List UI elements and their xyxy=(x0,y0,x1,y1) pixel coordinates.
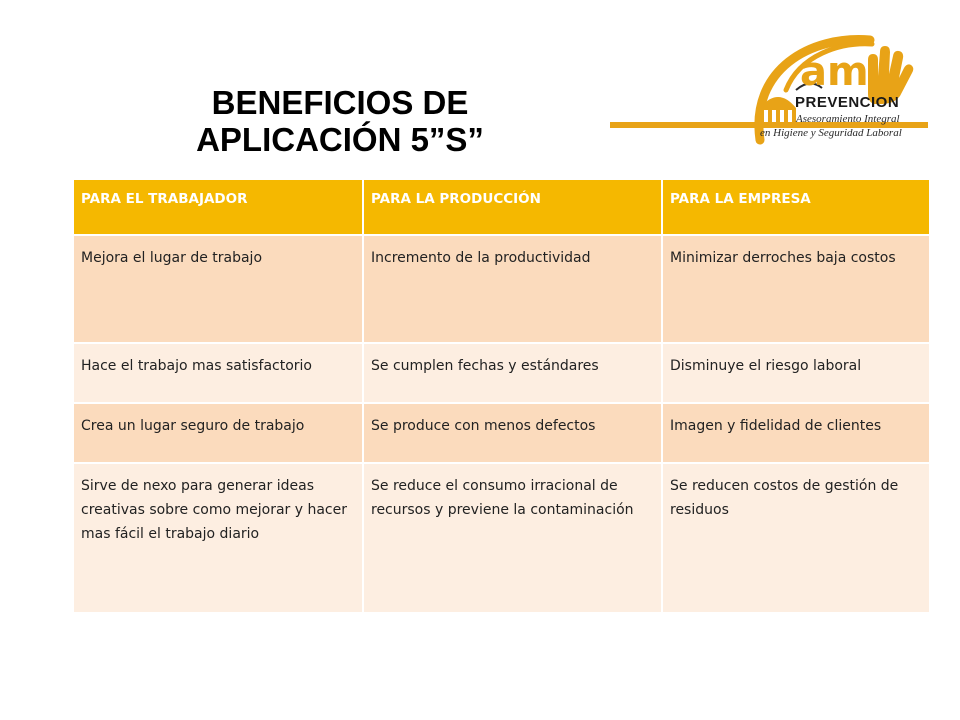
table-cell: Incremento de la productividad xyxy=(363,235,662,343)
slide-title-line1: BENEFICIOS DE xyxy=(211,84,469,121)
benefits-table xyxy=(72,178,931,614)
company-logo xyxy=(610,30,930,160)
table-header-row xyxy=(73,179,930,235)
table-cell: Minimizar derroches baja costos xyxy=(662,235,930,343)
table-row xyxy=(73,403,930,463)
table-cell: Sirve de nexo para generar ideas creativas sobre como mejorar y hacer mas fácil el trabajo diario xyxy=(73,463,363,613)
table-cell: Disminuye el riesgo laboral xyxy=(662,343,930,403)
slide-title xyxy=(150,84,530,158)
logo-tagline-2: en Higiene y Seguridad Laboral xyxy=(760,127,902,139)
logo-tagline-1: Asesoramiento Integral xyxy=(796,113,900,125)
table-cell: Se cumplen fechas y estándares xyxy=(363,343,662,403)
table-row xyxy=(73,235,930,343)
table-cell: Mejora el lugar de trabajo xyxy=(73,235,363,343)
table-cell: Imagen y fidelidad de clientes xyxy=(662,403,930,463)
table-cell: Se produce con menos defectos xyxy=(363,403,662,463)
header-production: PARA LA PRODUCCIÓN xyxy=(363,179,662,235)
header-company: PARA LA EMPRESA xyxy=(662,179,930,235)
table-cell: Hace el trabajo mas satisfactorio xyxy=(73,343,363,403)
table-cell: Se reducen costos de gestión de residuos xyxy=(662,463,930,613)
logo-name: PREVENCION xyxy=(795,94,900,111)
table-row xyxy=(73,463,930,613)
slide-title-line2: APLICACIÓN 5”S” xyxy=(196,121,484,158)
table-row xyxy=(73,343,930,403)
header-worker: PARA EL TRABAJADOR xyxy=(73,179,363,235)
table-cell: Crea un lugar seguro de trabajo xyxy=(73,403,363,463)
logo-monogram: am xyxy=(800,49,869,95)
table-cell: Se reduce el consumo irracional de recursos y previene la contaminación xyxy=(363,463,662,613)
